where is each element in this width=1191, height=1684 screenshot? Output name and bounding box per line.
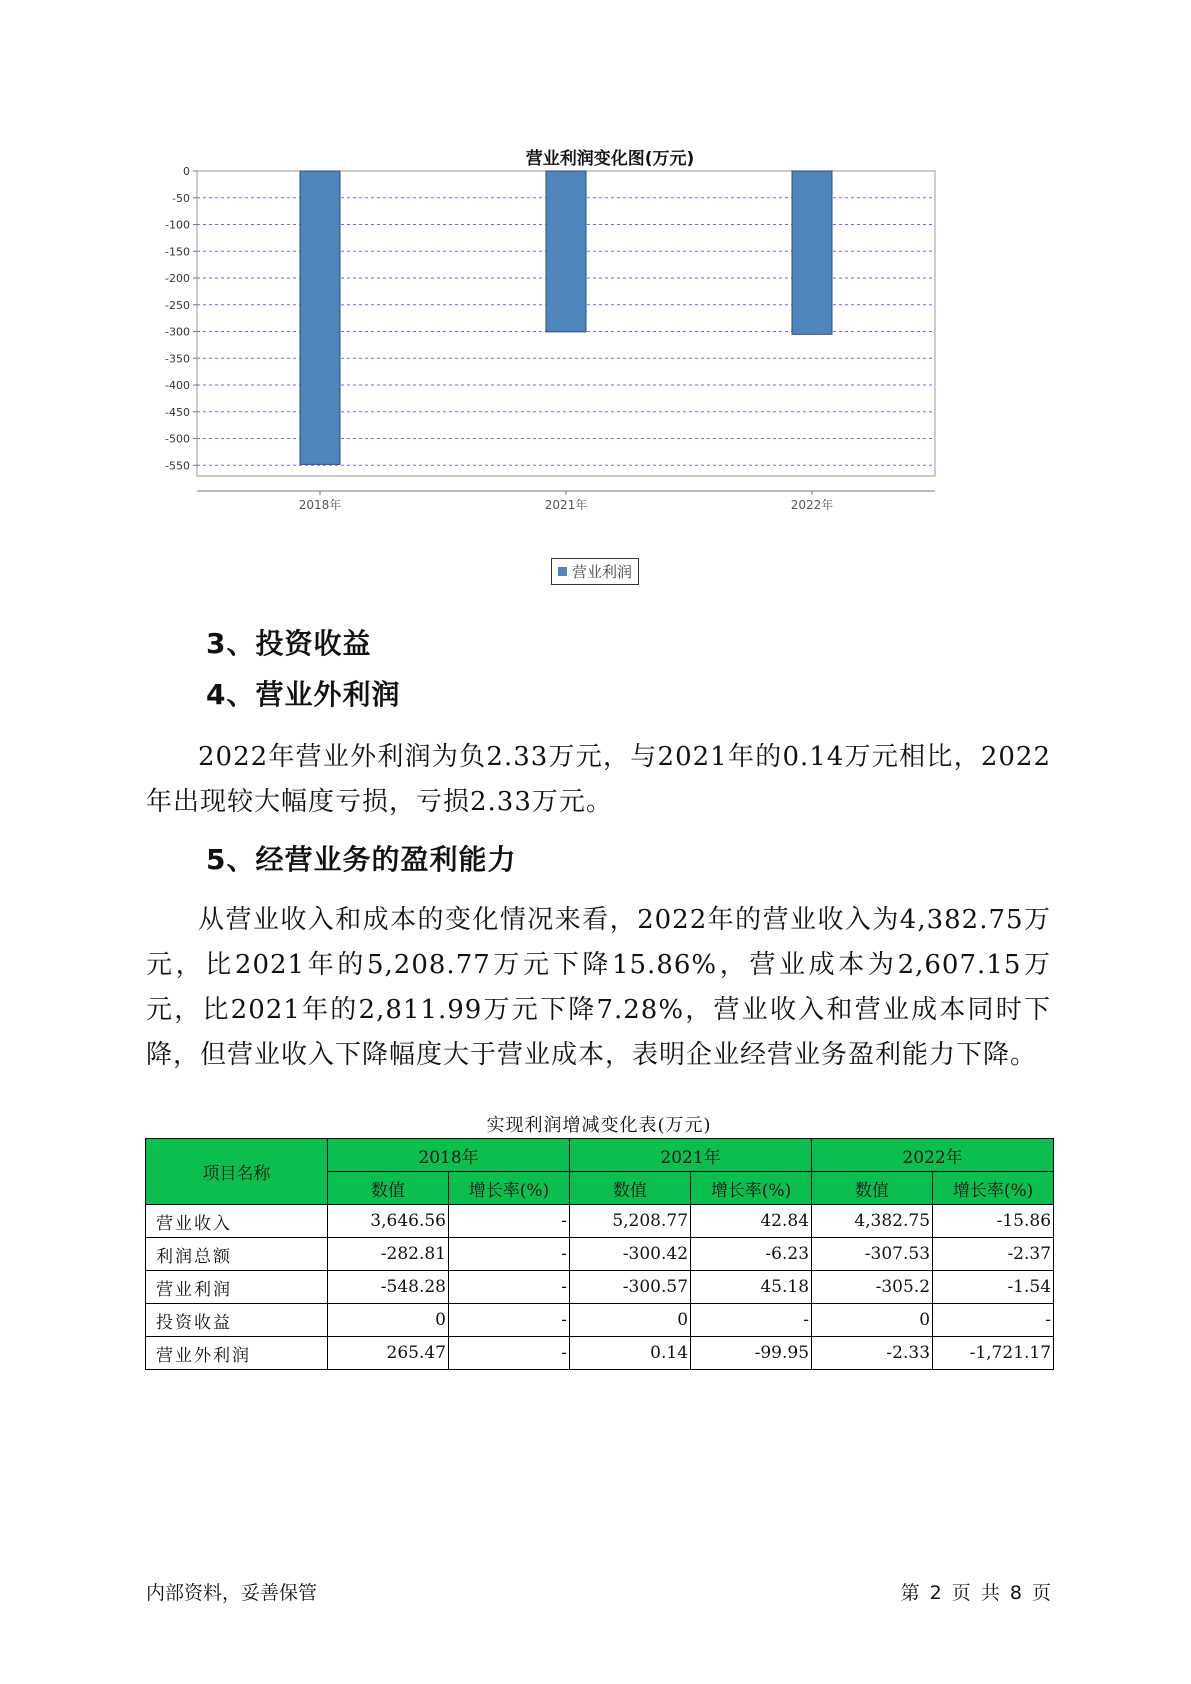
header-value: 数值: [328, 1172, 449, 1205]
row-label: 营业利润: [146, 1271, 328, 1304]
cell-value: -300.57: [570, 1271, 691, 1304]
table-row: [146, 1304, 1054, 1337]
cell-value: -282.81: [328, 1238, 449, 1271]
cell-growth: -: [691, 1304, 812, 1337]
cell-growth: -6.23: [691, 1238, 812, 1271]
y-tick-label: -250: [165, 298, 190, 312]
header-growth: 增长率(%): [449, 1172, 570, 1205]
y-tick-label: 0: [183, 165, 190, 178]
bar: [792, 171, 832, 334]
row-label: 利润总额: [146, 1238, 328, 1271]
header-year: 2018年: [328, 1139, 570, 1172]
header-growth: 增长率(%): [933, 1172, 1054, 1205]
chart-title: 营业利润变化图(万元): [525, 149, 695, 169]
header-year: 2022年: [812, 1139, 1054, 1172]
y-tick-label: -150: [165, 245, 190, 259]
footer-page-number: 第 2 页 共 8 页: [900, 1582, 1051, 1604]
bar: [300, 171, 340, 464]
paragraph-business-profitability: 从营业收入和成本的变化情况来看，2022年的营业收入为4,382.75万元，比2021年的5,208.77万元下降15.86%，营业成本为2,607.15万元，比2021年的2,811.99万元下降7.28%，营业收入和营业成本同时下降，但营业收入下降幅度大于营业成本，表明企业经营业务盈利能力下降。: [146, 905, 1051, 1070]
y-tick-label: -50: [172, 191, 190, 205]
table-caption: 实现利润增减变化表(万元): [486, 1115, 712, 1136]
header-item-name: 项目名称: [146, 1139, 328, 1205]
cell-value: -548.28: [328, 1271, 449, 1304]
operating-profit-chart: [160, 138, 1060, 590]
header-value: 数值: [570, 1172, 691, 1205]
row-label: 营业收入: [146, 1205, 328, 1238]
header-year: 2021年: [570, 1139, 812, 1172]
cell-growth: -: [449, 1238, 570, 1271]
x-tick-label: 2018年: [298, 498, 342, 512]
chart-plot: [160, 138, 1060, 558]
chart-legend: [551, 558, 639, 585]
cell-value: 0: [812, 1304, 933, 1337]
y-tick-label: -450: [165, 405, 190, 419]
y-tick-label: -300: [165, 325, 190, 339]
header-value: 数值: [812, 1172, 933, 1205]
y-tick-label: -550: [165, 459, 190, 473]
cell-value: 265.47: [328, 1337, 449, 1370]
row-label: 投资收益: [146, 1304, 328, 1337]
cell-growth: -: [449, 1271, 570, 1304]
cell-growth: -: [933, 1304, 1054, 1337]
cell-growth: -: [449, 1337, 570, 1370]
table-row: [146, 1337, 1054, 1370]
paragraph-non-operating-profit: 2022年营业外利润为负2.33万元，与2021年的0.14万元相比，2022年出现较大幅度亏损，亏损2.33万元。: [146, 742, 1051, 817]
cell-growth: -1.54: [933, 1271, 1054, 1304]
x-tick-label: 2021年: [544, 498, 588, 512]
cell-growth: 42.84: [691, 1205, 812, 1238]
cell-growth: 45.18: [691, 1271, 812, 1304]
table-row: [146, 1205, 1054, 1238]
profit-change-table: [145, 1138, 1054, 1370]
row-label: 营业外利润: [146, 1337, 328, 1370]
cell-growth: -2.37: [933, 1238, 1054, 1271]
footer-confidential: 内部资料，妥善保管: [146, 1582, 318, 1604]
heading-business-profitability: 5、经营业务的盈利能力: [206, 843, 517, 876]
y-tick-label: -350: [165, 352, 190, 366]
table-row: [146, 1238, 1054, 1271]
cell-value: -307.53: [812, 1238, 933, 1271]
y-tick-label: -100: [165, 218, 190, 232]
cell-value: 4,382.75: [812, 1205, 933, 1238]
cell-growth: -1,721.17: [933, 1337, 1054, 1370]
cell-value: 5,208.77: [570, 1205, 691, 1238]
heading-investment-income: 3、投资收益: [206, 627, 372, 660]
cell-growth: -99.95: [691, 1337, 812, 1370]
cell-value: -305.2: [812, 1271, 933, 1304]
cell-value: -300.42: [570, 1238, 691, 1271]
cell-value: 0.14: [570, 1337, 691, 1370]
y-tick-label: -400: [165, 379, 190, 393]
legend-swatch: [558, 567, 567, 576]
cell-growth: -: [449, 1205, 570, 1238]
x-tick-label: 2022年: [790, 498, 834, 512]
header-growth: 增长率(%): [691, 1172, 812, 1205]
y-tick-label: -500: [165, 432, 190, 446]
heading-non-operating-profit: 4、营业外利润: [206, 678, 401, 711]
y-tick-label: -200: [165, 272, 190, 286]
legend-label: 营业利润: [572, 563, 633, 581]
bar: [546, 171, 586, 332]
cell-growth: -15.86: [933, 1205, 1054, 1238]
table-row: [146, 1271, 1054, 1304]
cell-growth: -: [449, 1304, 570, 1337]
cell-value: 3,646.56: [328, 1205, 449, 1238]
cell-value: -2.33: [812, 1337, 933, 1370]
cell-value: 0: [570, 1304, 691, 1337]
cell-value: 0: [328, 1304, 449, 1337]
